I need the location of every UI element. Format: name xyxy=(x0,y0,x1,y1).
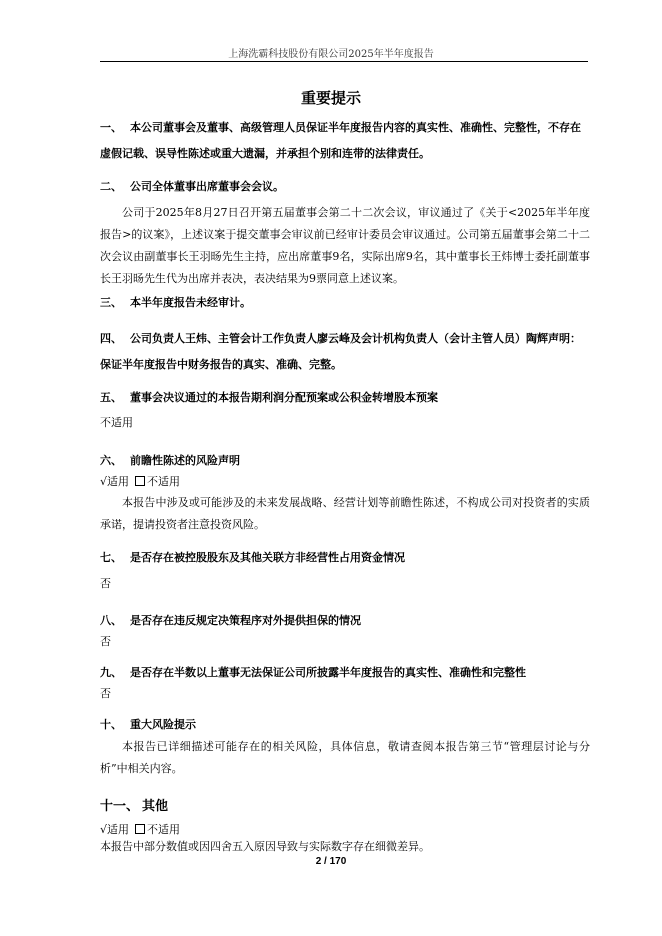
check-mark-icon: √ xyxy=(100,475,108,488)
page-number: 2 / 170 xyxy=(315,856,347,867)
section-7-heading: 七、 是否存在被控股股东及其他关联方非经营性占用资金情况 xyxy=(100,551,405,564)
empty-checkbox-icon xyxy=(135,824,145,834)
section-5-heading: 五、 董事会决议通过的本报告期利润分配预案或公积金转增股本预案 xyxy=(100,391,438,404)
section-10-heading: 十、 重大风险提示 xyxy=(100,718,196,731)
section-7-body: 否 xyxy=(100,577,111,590)
section-6-heading: 六、 前瞻性陈述的风险声明 xyxy=(100,454,240,467)
section-2-heading: 二、 公司全体董事出席董事会会议。 xyxy=(100,180,284,193)
section-9-body: 否 xyxy=(100,687,111,700)
section-10-body: 本报告已详细描述可能存在的相关风险，具体信息，敬请查阅本报告第三节“管理层讨论与分析”中相关内容。 xyxy=(100,740,590,775)
header-divider xyxy=(100,61,588,62)
section-6-body: 本报告中涉及或可能涉及的未来发展战略、经营计划等前瞻性陈述，不构成公司对投资者的实质承诺，提请投资者注意投资风险。 xyxy=(100,496,590,531)
section-11-applicability: √适用 不适用 xyxy=(100,823,181,836)
section-2-body: 公司于2025年8月27日召开第五届董事会第二十二次会议，审议通过了《关于<2025年半年度报告>的议案》，上述议案于提交董事会审议前已经审计委员会审议通过。公司第五届董事会第二十二次会议由副董事长王羽旸先生主持，应出席董事9名，实际出席9名，其中董事长王炜博士委托副董事长王羽旸先生代为出席并表决，表决结果为9票同意上述议案。 xyxy=(100,206,590,285)
section-6-applicability: √适用 不适用 xyxy=(100,475,181,488)
section-5-body: 不适用 xyxy=(100,416,133,429)
check-mark-icon: √ xyxy=(100,823,108,836)
section-9-heading: 九、 是否存在半数以上董事无法保证公司所披露半年度报告的真实性、准确性和完整性 xyxy=(100,666,526,679)
section-3-heading: 三、 本半年度报告未经审计。 xyxy=(100,296,251,309)
section-11-heading: 十一、 其他 xyxy=(100,799,169,814)
page-title: 重要提示 xyxy=(300,89,361,107)
empty-checkbox-icon xyxy=(135,476,145,486)
section-4-heading: 四、 公司负责人王炜、主管会计工作负责人廖云峰及会计机构负责人（会计主管人员）陶辉声明：保证半年度报告中财务报告的真实、准确、完整。 xyxy=(100,332,581,371)
section-1-heading: 一、 本公司董事会及董事、高级管理人员保证半年度报告内容的真实性、准确性、完整性，不存在虚假记载、误导性陈述或重大遗漏，并承担个别和连带的法律责任。 xyxy=(100,121,581,160)
section-8-body: 否 xyxy=(100,635,111,648)
section-8-heading: 八、 是否存在违反规定决策程序对外提供担保的情况 xyxy=(100,614,361,627)
section-11-body: 本报告中部分数值或因四舍五入原因导致与实际数字存在细微差异。 xyxy=(100,840,430,853)
page-header: 上海洗霸科技股份有限公司2025年半年度报告 xyxy=(228,49,434,60)
